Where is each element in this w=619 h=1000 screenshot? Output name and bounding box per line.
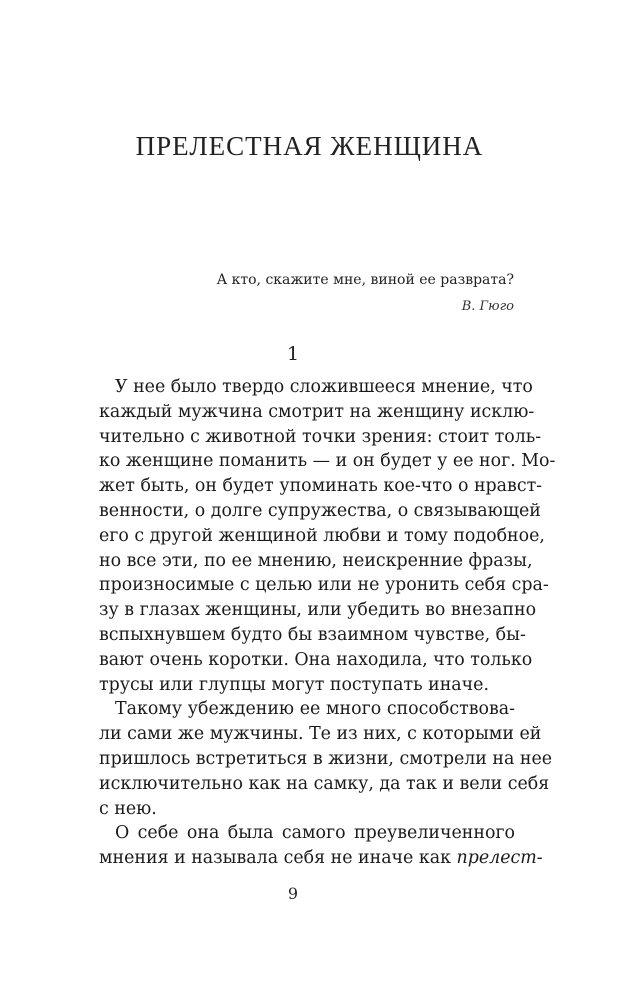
text-line: ли сами же мужчины. Те из них, с которыми ей	[99, 724, 542, 745]
text-line: ко женщине поманить — и он будет у ее ног. Мо-	[99, 451, 556, 472]
epigraph-author: В. Гюго	[461, 299, 514, 314]
text-line: вают очень коротки. Она находила, что только	[99, 649, 533, 670]
italic-word: прелест-	[456, 848, 543, 869]
text-line: чительно с животной точки зрения: стоит толь-	[99, 426, 542, 447]
text-line: исключительно как на самку, да так и вели себя	[99, 773, 550, 794]
chapter-number: 1	[286, 343, 300, 365]
chapter-title: ПРЕЛЕСТНАЯ ЖЕНЩИНА	[135, 131, 484, 161]
text-line: Такому убеждению ее много способствова-	[115, 699, 515, 720]
page-number: 9	[287, 884, 299, 903]
text-line: жет быть, он будет упоминать кое-что о нравст-	[99, 476, 543, 497]
text-line: О себе она была самого преувеличенного	[115, 823, 515, 844]
text-line: пришлось встретиться в жизни, смотрели на нее	[99, 748, 553, 769]
text-line: зу в глазах женщины, или убедить во внезапно	[99, 600, 537, 621]
text-line: с нею.	[99, 798, 157, 819]
text-line: трусы или глупцы могут поступать иначе.	[99, 674, 489, 695]
epigraph-quote: А кто, скажите мне, виной ее разврата?	[216, 272, 514, 288]
body-text	[99, 375, 556, 871]
text-line: произносимые с целью или не уронить себя сра-	[99, 575, 549, 596]
text-line: но все эти, по ее мнению, неискренние фразы,	[99, 550, 533, 571]
text-line: его с другой женщиной любви и тому подобное,	[99, 525, 545, 546]
text-line: каждый мужчина смотрит на женщину исклю-	[99, 401, 535, 422]
text-line: венности, о долге супружества, о связывающей	[99, 500, 541, 521]
text-line: вспыхнувшем будто бы взаимном чувстве, бы-	[99, 624, 526, 645]
text-line: У нее было твердо сложившееся мнение, что	[115, 377, 533, 397]
text-line-last: мнения и называла себя не иначе как прелест-	[99, 848, 543, 869]
